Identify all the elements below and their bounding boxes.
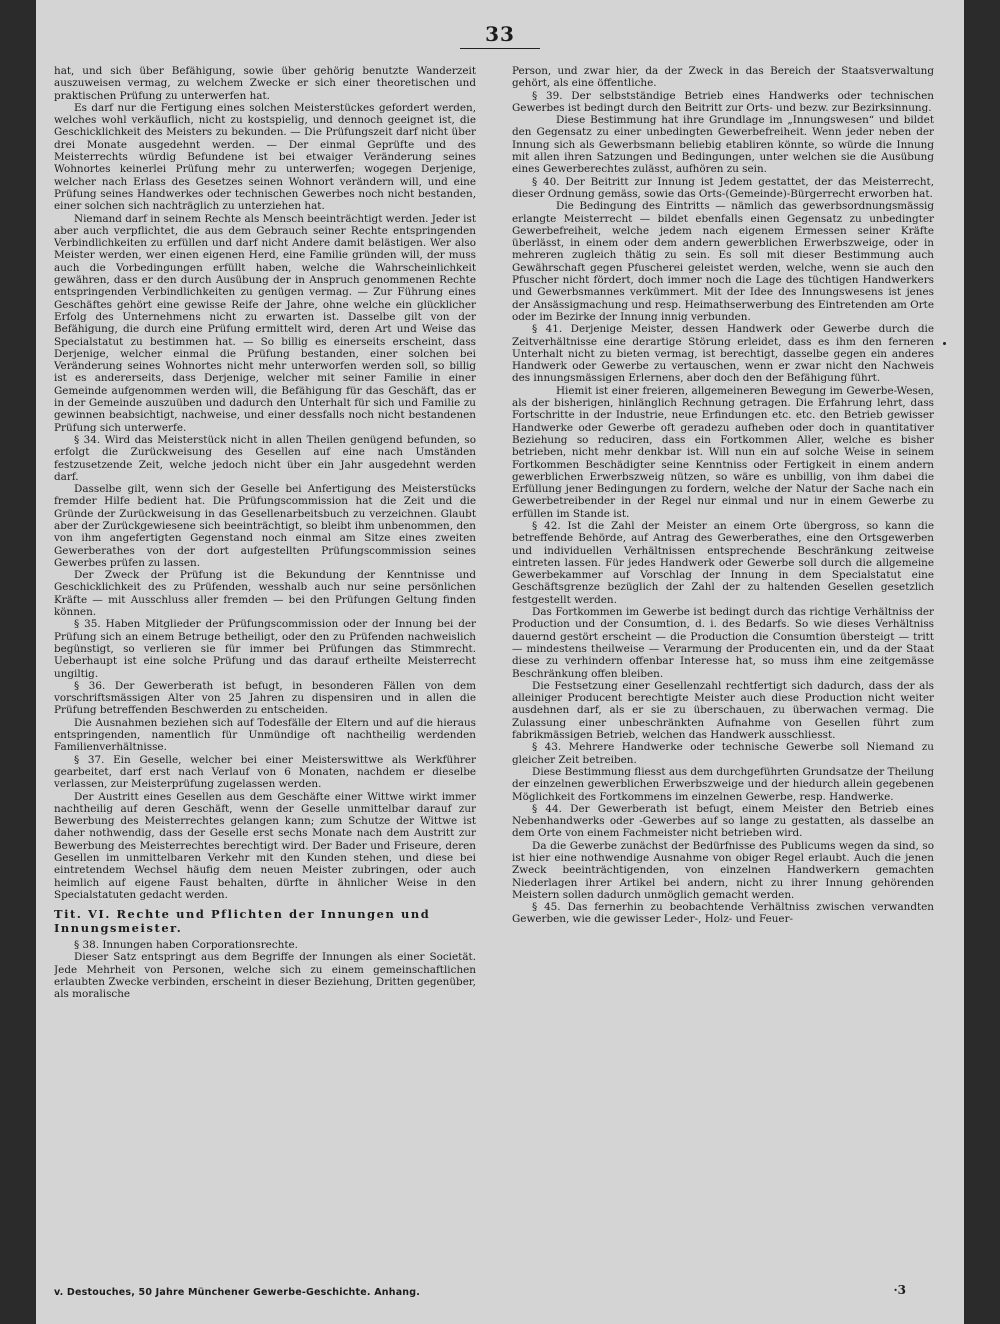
- document-page: [36, 0, 964, 1324]
- paragraph: Die Ausnahmen beziehen sich auf Todesfälle der Eltern und auf die hieraus entspringenden, namentlich für Unmündige oft nachtheilig werdenden Familienverhältnisse.: [54, 716, 476, 754]
- paragraph: Dieser Satz entspringt aus dem Begriffe der Innungen als einer Societät. Jede Mehrheit von Personen, welche sich zu einem gemeinschaftlichen erlaubten Zwecke verbinden, erscheint in dieser Beziehung, Dritten gegenüber, als moralische: [54, 951, 476, 1001]
- paragraph: Dasselbe gilt, wenn sich der Geselle bei Anfertigung des Meisterstücks fremder Hilfe bedient hat. Die Prüfungscommission hat die Zeit und die Gründe der Zurückweisung in das Gesellenarbeitsbuch zu verzeichnen. Glaubt aber der Zurückgewiesene sich beeinträchtigt, so bleibt ihm unbenommen, den von ihm angefertigten Gegenstand noch einmal am Sitze eines zweiten Gewerberathes von der dort aufgestellten Prüfungscommission seines Gewerbes prüfen zu lassen.: [54, 483, 476, 569]
- paragraph: Das Fortkommen im Gewerbe ist bedingt durch das richtige Verhältniss der Production und der Consumtion, d. i. des Bedarfs. So wie dieses Verhältniss dauernd gestört erscheint — die Production die Consumtion übersteigt — tritt — mindestens theilweise — Verarmung der Producenten ein, und da der Staat diese zu verhindern offenbar Interesse hat, so muss ihm eine zeitgemässe Beschränkung offen bleiben.: [512, 606, 934, 680]
- paragraph: § 44. Der Gewerberath ist befugt, einem Meister den Betrieb eines Nebenhandwerks oder -Gewerbes auf so lange zu gestatten, als dasselbe an dem Orte von einem Fachmeister nicht betrieben wird.: [512, 802, 934, 840]
- paragraph: Diese Bestimmung hat ihre Grundlage im „Innungswesen“ und bildet den Gegensatz zu einer unbedingten Gewerbefreiheit. Wenn jeder neben der Innung sich als Gewerbsmann beliebig etabliren könnte, so würde die Innung mit allen ihren Satzungen und Bedingungen, unter welchen sie die Ausübung eines Gewerberechtes zulässt, aufhören zu sein.: [512, 114, 934, 176]
- paragraph: Die Bedingung des Eintritts — nämlich das gewerbsordnungsmässig erlangte Meisterrecht — bildet ebenfalls einen Gegensatz zu unbedingter Gewerbefreiheit, welche jedem nach eigenem Ermessen seiner Kräfte überlässt, in einem oder dem andern gewerblichen Erwerbszweige, oder in mehreren zugleich thätig zu sein. Es soll mit dieser Bestimmung auch Gewährschaft gegen Pfuscherei geleistet werden, welche, wenn sie auch den Pfuscher nicht fördert, doch immer noch die Lage des tüchtigen Handwerkers und Gewerbsmannes verkümmert. Mit der Idee des Innungswesens ist jenes der Ansässigmachung und resp. Heimathserwerbung des Eintretenden am Orte oder im Bezirke der Innung innig verbunden.: [512, 200, 934, 323]
- paragraph: § 39. Der selbstständige Betrieb eines Handwerks oder technischen Gewerbes ist bedingt durch den Beitritt zur Orts- und bezw. zur Bezirksinnung.: [512, 89, 934, 114]
- paragraph: § 40. Der Beitritt zur Innung ist Jedem gestattet, der das Meisterrecht, dieser Ordnung gemäss, sowie das Orts-(Gemeinde)-Bürgerrecht erworben hat.: [512, 175, 934, 200]
- paragraph: § 45. Das fernerhin zu beobachtende Verhältniss zwischen verwandten Gewerben, wie die gewisser Leder-, Holz- und Feuer-: [512, 901, 934, 926]
- paragraph: § 35. Haben Mitglieder der Prüfungscommission oder der Innung bei der Prüfung sich an einem Betruge betheiligt, oder den zu Prüfenden nachweislich begünstigt, so verlieren sie für immer bei Prüfungen das Stimmrecht. Ueberhaupt ist eine solche Prüfung und das darauf ertheilte Meisterrecht ungiltig.: [54, 618, 476, 680]
- paragraph: § 37. Ein Geselle, welcher bei einer Meisterswittwe als Werkführer gearbeitet, darf erst nach Verlauf von 6 Monaten, nachdem er dieselbe verlassen, zur Meisterprüfung zugelassen werden.: [54, 753, 476, 791]
- footer-citation: v. Destouches, 50 Jahre Münchener Gewerbe-Geschichte. Anhang.: [54, 1287, 421, 1298]
- paragraph: § 34. Wird das Meisterstück nicht in allen Theilen genügend befunden, so erfolgt die Zurückweisung des Gesellen auf eine nach Umständen festzusetzende Zeit, welche jedoch nicht über ein Jahr ausgedehnt werden darf.: [54, 433, 476, 483]
- paragraph: § 36. Der Gewerberath ist befugt, in besonderen Fällen von dem vorschriftsmässigen Alter von 25 Jahren zu dispensiren und in allen die Prüfung betreffenden Beschwerden zu entscheiden.: [54, 679, 476, 717]
- paragraph: § 38. Innungen haben Corporationsrechte.: [74, 939, 298, 952]
- right-column: [512, 65, 934, 1275]
- header-rule: [460, 48, 540, 49]
- paragraph: Diese Bestimmung fliesst aus dem durchgeführten Grundsatze der Theilung der einzelnen gewerblichen Erwerbszweige und der hiedurch allein gegebenen Möglichkeit des Fortkommens im einzelnen Gewerbe, resp. Handwerke.: [512, 765, 934, 803]
- print-speck: [943, 342, 946, 345]
- paragraph: Niemand darf in seinem Rechte als Mensch beeinträchtigt werden. Jeder ist aber auch verpflichtet, die aus dem Gebrauch seiner Rechte entspringenden Verbindlichkeiten zu erfüllen und darf nicht Andere damit belästigen. Wer also Meister werden, wer einen eigenen Herd, eine Familie gründen will, der muss auch die Vorbedingungen erfüllt haben, welche die Wahrscheinlichkeit gewähren, dass er den durch Ausübung der in Anspruch genommenen Rechte entspringenden Verbindlichkeiten zu genügen vermag. — Zur Führung eines Geschäftes gehört eine gewisse Reife der Jahre, ohne welche ein glücklicher Erfolg des Unternehmens nicht zu erwarten ist. Dasselbe gilt von der Befähigung, die durch eine Prüfung ermittelt wird, deren Art und Weise das Specialstatut zu bestimmen hat. — So billig es einerseits erscheint, dass Derjenige, welcher einmal die Prüfung bestanden, einer solchen bei Veränderung seines Wohnortes nicht mehr unterworfen werden soll, so billig ist es andererseits, dass Derjenige, welcher mit seiner Familie in einer Gemeinde aufgenommen werden will, die Befähigung für das Geschäft, das er in der Gemeinde auszuüben und dadurch den Unterhalt für sich und Familie zu gewinnen beabsichtigt, nachweise, und einer dessfalls noch nicht bestandenen Prüfung sich unterwerfe.: [54, 212, 476, 434]
- paragraph: Der Zweck der Prüfung ist die Bekundung der Kenntnisse und Geschicklichkeit des zu Prüfenden, wesshalb auch nur seine persönlichen Kräfte — mit Ausschluss aller fremden — bei den Prüfungen Geltung finden können.: [54, 569, 476, 619]
- section-title: Tit. VI. Rechte und Pflichten der Innungen und Innungsmeister.: [54, 907, 431, 936]
- paragraph: Die Festsetzung einer Gesellenzahl rechtfertigt sich dadurch, dass der als alleiniger Producent berechtigte Meister auch diese Production nicht weiter ausdehnen darf, als er sie zu überschauen, zu überwachen vermag. Die Zulassung einer unbeschränkten Aufnahme von Gesellen führt zum fabrikmässigen Betrieb, welchen das Handwerk ausschliesst.: [512, 679, 934, 742]
- paragraph: Person, und zwar hier, da der Zweck in das Bereich der Staatsverwaltung gehört, als eine öffentliche.: [512, 65, 934, 90]
- paragraph: Da die Gewerbe zunächst der Bedürfnisse des Publicums wegen da sind, so ist hier eine nothwendige Ausnahme von obiger Regel erlaubt. Auch die jenen Zweck beeinträchtigenden, von einzelnen Handwerkern gemachten Niederlagen ihrer Artikel bei andern, nicht zu ihrer Innung gehörenden Meistern sollen dadurch unmöglich gemacht werden.: [512, 839, 934, 901]
- paragraph: Der Austritt eines Gesellen aus dem Geschäfte einer Wittwe wirkt immer nachtheilig auf deren Geschäft, wenn der Geselle unmittelbar darauf zur Bewerbung des Meisterrechtes gelangen kann; zum Schutze der Wittwe ist daher nothwendig, dass der Geselle erst sechs Monate nach dem Austritt zur Bewerbung des Meisterrechtes berechtigt wird. Der Bader und Friseure, deren Gesellen im unmittelbaren Verkehr mit den Kunden stehen, und diese bei eintretendem Wechsel häufig dem neuen Meister zubringen, oder auch heimlich auf eigene Faust behalten, dürfte in ähnlicher Weise in den Specialstatuten gedacht werden.: [54, 790, 476, 901]
- left-column: [54, 65, 476, 1275]
- paragraph: Hiemit ist einer freieren, allgemeineren Bewegung im Gewerbe-Wesen, als der bisherigen, hinlänglich Rechnung getragen. Die Erfahrung lehrt, dass Fortschritte in der Industrie, neue Erfindungen etc. etc. den Betrieb gewisser Handwerke oder Gewerbe oft geradezu aufheben oder doch in quantitativer Beziehung so reduciren, dass ein Fortkommen Aller, welche es bisher betrieben, nicht mehr denkbar ist. Will nun ein auf solche Weise in seinem Fortkommen Beschädigter seine Kenntniss oder Fertigkeit in einem andern gewerblichen Erwerbszweig nützen, so wäre es unbillig, von ihm dabei die Erfüllung jener Bedingungen zu fordern, welche der Natur der Sache nach ein Gewerbetreibender in der Regel nur einmal und nur in einem Gewerbe zu erfüllen im Stande ist.: [512, 384, 934, 520]
- paragraph: § 41. Derjenige Meister, dessen Handwerk oder Gewerbe durch die Zeitverhältnisse eine derartige Störung erleidet, dass es ihm den ferneren Unterhalt nicht zu bieten vermag, ist berechtigt, dasselbe gegen ein anderes Handwerk oder Gewerbe zu vertauschen, wenn er zwar nicht den Nachweis des innungsmässigen Erlernens, aber doch den der Befähigung führt.: [512, 323, 934, 385]
- page-number: [36, 22, 964, 49]
- paragraph: hat, und sich über Befähigung, sowie über gehörig benutzte Wanderzeit auszuweisen vermag, zu welchem Zwecke er sich einer theoretischen und praktischen Prüfung zu unterwerfen hat.: [54, 65, 476, 102]
- paragraph: § 42. Ist die Zahl der Meister an einem Orte übergross, so kann die betreffende Behörde, auf Antrag des Gewerberathes, eine den Ortsgewerben und individuellen Verhältnissen entsprechende Beschränkung zeitweise eintreten lassen. Für jedes Handwerk oder Gewerbe soll durch die allgemeine Gewerbekammer auf Vorschlag der Innung in dem Specialstatut eine Geschäftsgrenze bezüglich der Zahl der zu haltenden Gesellen gesetzlich festgestellt werden.: [512, 519, 934, 606]
- signature-mark: ·3: [893, 1283, 906, 1297]
- paragraph: Es darf nur die Fertigung eines solchen Meisterstückes gefordert werden, welches wohl verkäuflich, nicht zu kostspielig, und dennoch geeignet ist, die Geschicklichkeit des Meisters zu bekunden. — Die Prüfungszeit darf nicht über drei Monate ausgedehnt werden. — Der einmal Geprüfte und des Meisterrechts würdig Befundene ist bei etwaiger Veränderung seines Wohnortes keinerlei Prüfung mehr zu unterwerfen; wogegen Derjenige, welcher nach Erlass des Gesetzes seinen Wohnort verändern will, und eine Prüfung seines Handwerkes oder technischen Gewerbes noch nicht bestanden, einer solchen sich nachträglich zu unterziehen hat.: [54, 101, 476, 213]
- page-number-text: 33: [485, 22, 515, 46]
- paragraph: § 43. Mehrere Handwerke oder technische Gewerbe soll Niemand zu gleicher Zeit betreiben.: [512, 741, 934, 766]
